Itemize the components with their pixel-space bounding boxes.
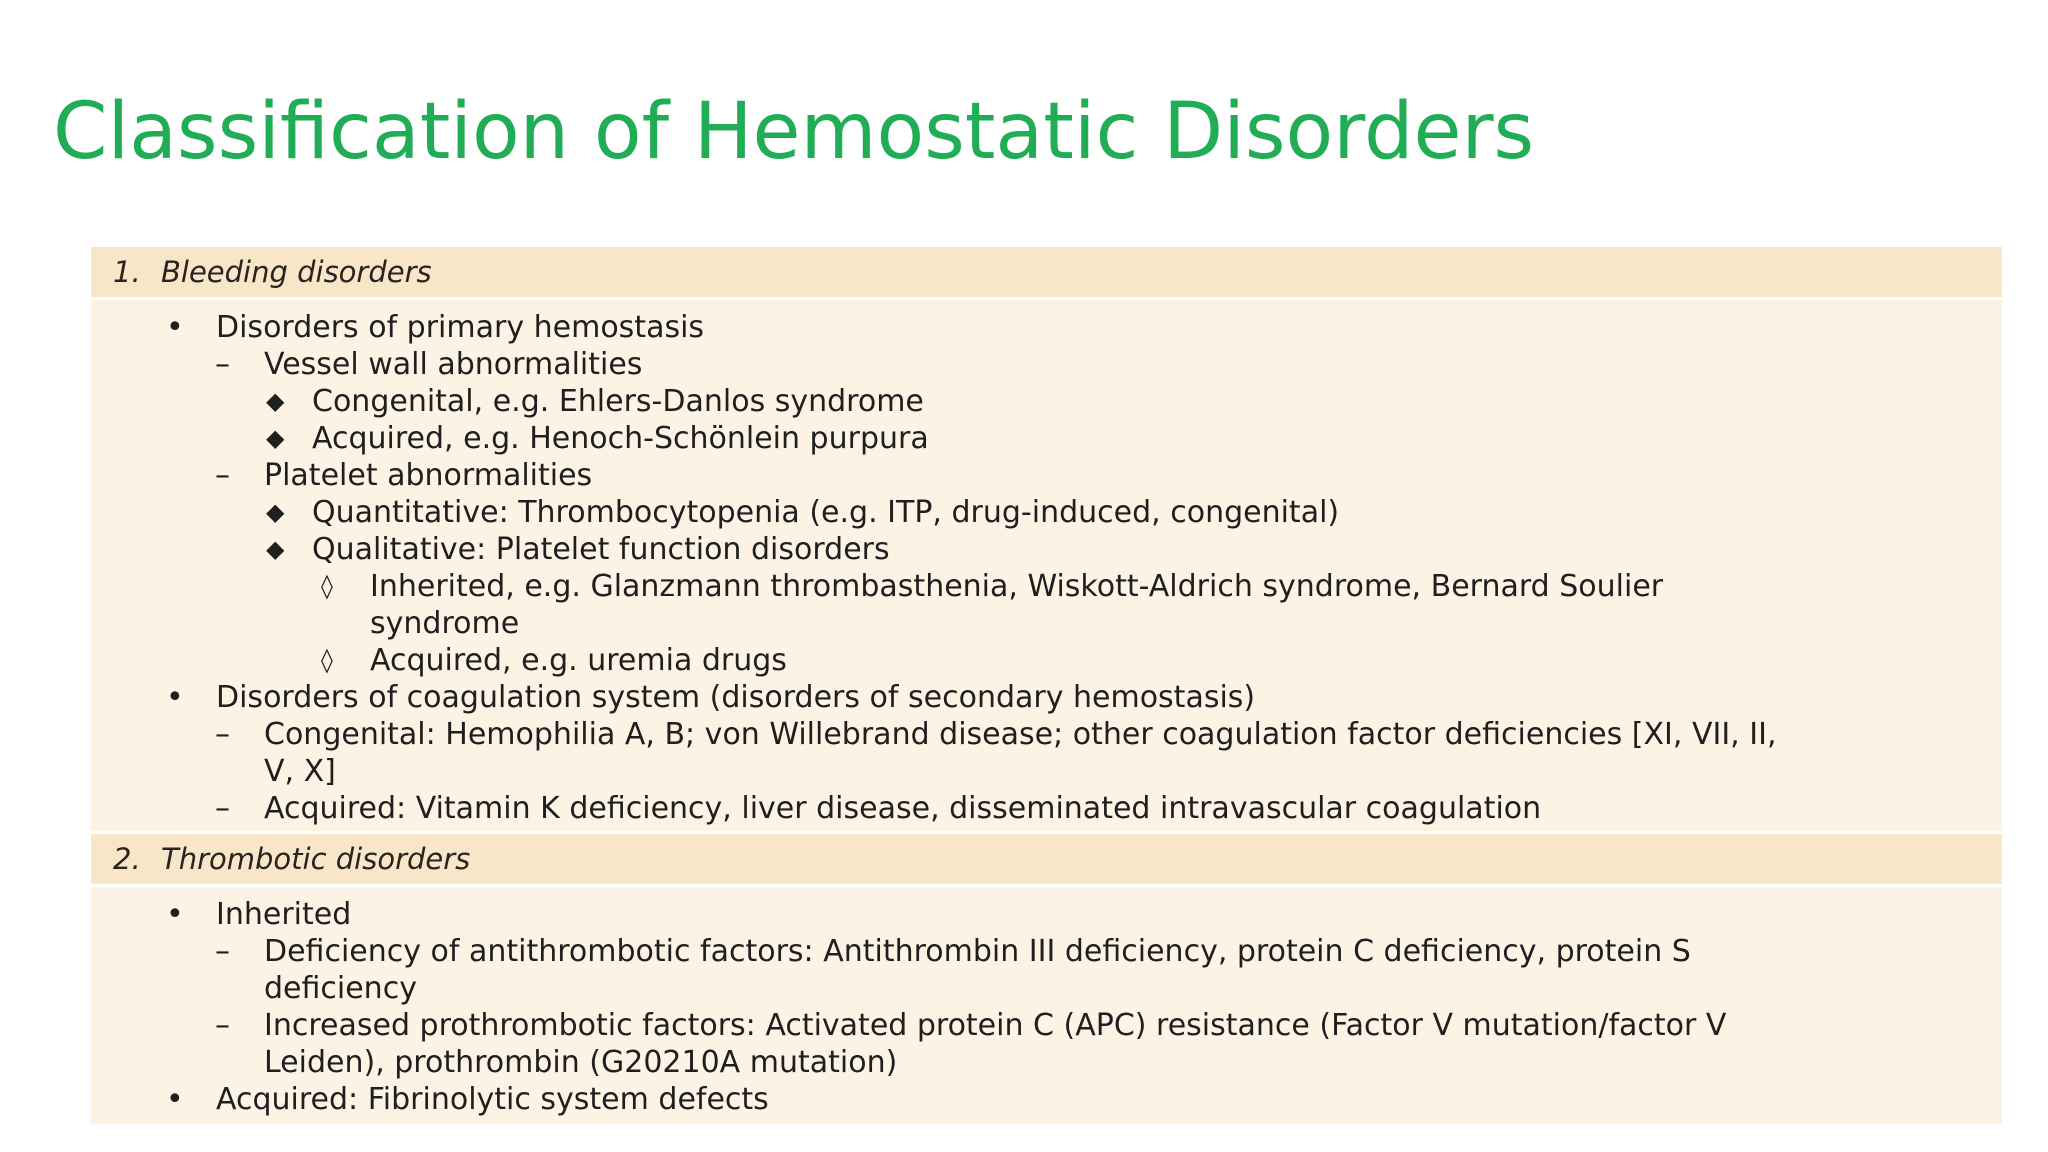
slide-title: Classification of Hemostatic Disorders bbox=[53, 87, 1535, 177]
list-item bbox=[91, 642, 2002, 679]
dash-icon: – bbox=[215, 717, 230, 752]
section-body-bleeding bbox=[91, 297, 2002, 834]
list-item bbox=[91, 383, 2002, 420]
list-item bbox=[91, 679, 2002, 716]
item-line: Deficiency of antithrombotic factors: Antithrombin III deficiency, protein C deficiency, protein S bbox=[264, 934, 1691, 969]
item-line: Increased prothrombotic factors: Activated protein C (APC) resistance (Factor V mutation/factor V bbox=[264, 1008, 1727, 1043]
item-line: V, X] bbox=[264, 754, 336, 789]
dash-icon: – bbox=[215, 1008, 230, 1043]
item-line: deficiency bbox=[264, 971, 417, 1006]
dash-icon: – bbox=[215, 458, 230, 493]
bullet-icon: • bbox=[166, 1082, 184, 1117]
diamond-icon: ◆ bbox=[266, 535, 285, 563]
item-line: Disorders of primary hemostasis bbox=[216, 310, 705, 345]
bullet-icon: • bbox=[166, 897, 184, 932]
list-item bbox=[91, 1007, 2002, 1081]
lozenge-icon: ◊ bbox=[321, 572, 333, 600]
list-item bbox=[91, 716, 2002, 790]
dash-icon: – bbox=[215, 791, 230, 826]
list-item bbox=[91, 309, 2002, 346]
classification-table bbox=[91, 247, 2002, 1127]
item-line: Platelet abnormalities bbox=[264, 458, 593, 493]
section-heading: Bleeding disorders bbox=[161, 255, 432, 289]
list-item bbox=[91, 346, 2002, 383]
item-line: Qualitative: Platelet function disorders bbox=[312, 532, 890, 567]
item-line: Congenital, e.g. Ehlers-Danlos syndrome bbox=[312, 384, 924, 419]
section-body-thrombotic bbox=[91, 884, 2002, 1127]
item-line: Vessel wall abnormalities bbox=[264, 347, 643, 382]
list-item bbox=[91, 457, 2002, 494]
item-line: Acquired: Fibrinolytic system defects bbox=[216, 1082, 769, 1117]
diamond-icon: ◆ bbox=[266, 424, 285, 452]
item-line: syndrome bbox=[370, 606, 520, 641]
item-line: Acquired, e.g. uremia drugs bbox=[370, 643, 787, 678]
bullet-icon: • bbox=[166, 310, 184, 345]
list-item bbox=[91, 531, 2002, 568]
section-header-bleeding bbox=[91, 247, 2002, 297]
lozenge-icon: ◊ bbox=[321, 646, 333, 674]
list-item bbox=[91, 896, 2002, 933]
list-item bbox=[91, 494, 2002, 531]
item-line: Inherited, e.g. Glanzmann thrombasthenia, Wiskott-Aldrich syndrome, Bernard Soulier bbox=[370, 569, 1664, 604]
item-line: Inherited bbox=[216, 897, 352, 932]
item-line: Leiden), prothrombin (G20210A mutation) bbox=[264, 1045, 898, 1080]
section-number: 1. bbox=[113, 255, 141, 289]
diamond-icon: ◆ bbox=[266, 498, 285, 526]
dash-icon: – bbox=[215, 347, 230, 382]
item-line: Disorders of coagulation system (disorders of secondary hemostasis) bbox=[216, 680, 1256, 715]
list-item bbox=[91, 933, 2002, 1007]
list-item bbox=[91, 790, 2002, 827]
list-item bbox=[91, 568, 2002, 642]
section-header-thrombotic bbox=[91, 834, 2002, 884]
item-line: Quantitative: Thrombocytopenia (e.g. ITP, drug-induced, congenital) bbox=[312, 495, 1340, 530]
section-heading: Thrombotic disorders bbox=[161, 842, 471, 876]
list-item bbox=[91, 420, 2002, 457]
section-number: 2. bbox=[113, 842, 141, 876]
bullet-icon: • bbox=[166, 680, 184, 715]
dash-icon: – bbox=[215, 934, 230, 969]
diamond-icon: ◆ bbox=[266, 387, 285, 415]
item-line: Acquired, e.g. Henoch-Schönlein purpura bbox=[312, 421, 929, 456]
item-line: Acquired: Vitamin K deficiency, liver disease, disseminated intravascular coagulation bbox=[264, 791, 1542, 826]
list-item bbox=[91, 1081, 2002, 1118]
item-line: Congenital: Hemophilia A, B; von Willebrand disease; other coagulation factor deficiencies [XI, VII, II, bbox=[264, 717, 1777, 752]
